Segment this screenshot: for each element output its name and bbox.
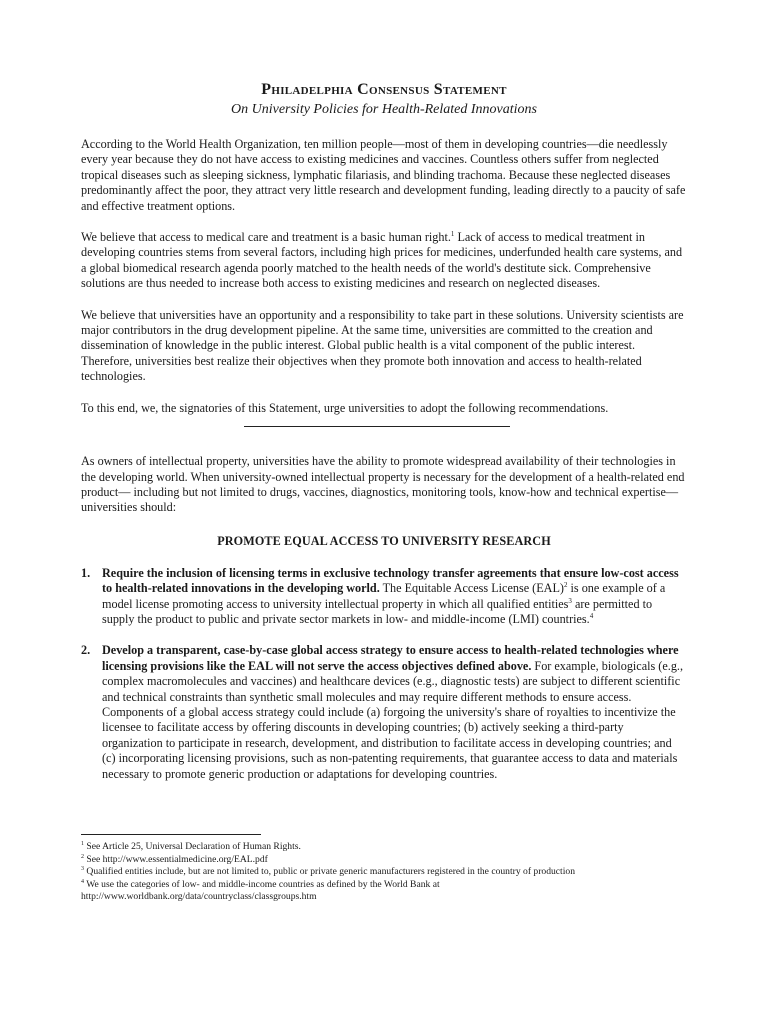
footnote-text: See http://www.essentialmedicine.org/EAL.pdf: [84, 853, 268, 865]
recommendation-bold: Develop a transparent, case-by-case global access strategy to ensure access to health-related technologies where licensing provisions like the EAL will not serve the access objectives defined above.: [102, 643, 679, 673]
page-subtitle: On University Policies for Health-Related Innovations: [231, 102, 537, 117]
paragraph-universities: We believe that universities have an opportunity and a responsibility to take part in these solutions. University scientists are major contributors in the drug development pipeline. At the same time, universities are committed to the creation and dissemination of knowledge in the public interest. Global public health is a vital component of the public interest. Therefore, universities best realize their objectives when they promote both innovation and access to health-related technologies.: [81, 307, 684, 384]
footnote-ref-1: 1: [450, 229, 455, 238]
paragraph-who: According to the World Health Organization, ten million people—most of them in developing countries—die needlessly every year because they do not have access to existing medicines and vaccines. Countless others suffer from neglected tropical diseases such as sleeping sickness, lymphatic filariasis, and blinding trachoma. Because these neglected diseases predominantly affect the poor, they attract very little research and development funding, leading directly to a paucity of safe and effective treatment options.: [81, 137, 686, 213]
footnote-ref-2: 2: [563, 581, 568, 590]
footnote-number: 4: [81, 878, 84, 885]
document-body: [81, 137, 687, 782]
recommendation-2: [81, 643, 687, 782]
footnote-ref-4: 4: [589, 611, 594, 620]
footnote-text: http://www.worldbank.org/data/countryclass/classgroups.htm: [81, 891, 317, 903]
section-heading: PROMOTE EQUAL ACCESS TO UNIVERSITY RESEARCH: [217, 533, 551, 548]
recommendation-body: is one example of a model license promoting access to university intellectual property in which all qualified entities: [102, 581, 666, 611]
footnote-3: [81, 866, 687, 879]
footnote-number: 3: [81, 866, 84, 872]
paragraph-ip-owners: As owners of intellectual property, universities have the ability to promote widespread availability of their technologies in the developing world. When university-owned intellectual property is necessary for the development of a health-related end product— including but not limited to drugs, vaccines, diagnostics, monitoring tools, know-how and technical expertise—universities should:: [81, 454, 685, 515]
footnote-text: We use the categories of low- and middle-income countries as defined by the World Bank at: [84, 878, 440, 890]
recommendation-1: [81, 566, 687, 628]
footnote-4-url: [81, 891, 687, 904]
recommendation-body: For example, biologicals (e.g., complex macromolecules and vaccines) and healthcare devices (e.g., diagnostic tests) are subject to different scientific and technical constraints than synthetic small molecules and may require different methods to ensure access. Components of a global access strategy could include (a) forgoing the university's share of royalties to incentivize the licensee to facilitate access by offering discounts in developing countries; (b) actively seeking a third-party organization to participate in research, development, and distribution to facilitate access in developing countries; and (c) incorporating licensing provisions, such as non-patenting requirements, that guarantee access to data and materials necessary to promote generic production or adaptations for developing countries.: [102, 658, 684, 781]
recommendation-body: are permitted to supply the product to public and private sector markets in low- and middle-income (LMI) countries.: [102, 596, 653, 626]
footnote-4: [81, 879, 687, 892]
footnote-text: See Article 25, Universal Declaration of Human Rights.: [84, 841, 301, 852]
footnote-number: 1: [81, 840, 84, 847]
paragraph-text: Lack of access to medical treatment in developing countries stems from several factors, including high prices for medicines, underfunded health care systems, and a global biomedical research agenda poorly matched to the health needs of the world's destitute sick. Comprehensive solutions are thus needed to increase both access to existing medicines and research on neglected diseases.: [81, 230, 683, 291]
footnote-1: [81, 841, 687, 854]
recommendation-text: [102, 566, 687, 628]
footnotes: [81, 841, 687, 904]
footnote-text: Qualified entities include, but are not limited to, public or private generic manufacturers registered in the country of production: [84, 866, 575, 878]
paragraph-human-right: [81, 230, 687, 292]
recommendation-body: The Equitable Access License (EAL): [379, 581, 564, 596]
footnote-2: [81, 854, 687, 867]
page-title: Philadelphia Consensus Statement: [261, 81, 507, 98]
recommendation-text: [102, 643, 687, 782]
header: [0, 80, 768, 119]
footnote-number: 2: [81, 853, 84, 860]
paragraph-text: We believe that access to medical care and treatment is a basic human right.: [81, 230, 451, 245]
recommendation-number: 2.: [81, 643, 91, 658]
footnote-rule: [81, 834, 261, 835]
paragraph-to-this-end: To this end, we, the signatories of this Statement, urge universities to adopt the following recommendations.: [81, 400, 609, 415]
footnote-ref-3: 3: [568, 596, 572, 605]
recommendation-number: 1.: [81, 565, 91, 580]
recommendation-bold: Require the inclusion of licensing terms in exclusive technology transfer agreements that ensure low-cost access to health-related innovations in the developing world.: [102, 565, 679, 596]
